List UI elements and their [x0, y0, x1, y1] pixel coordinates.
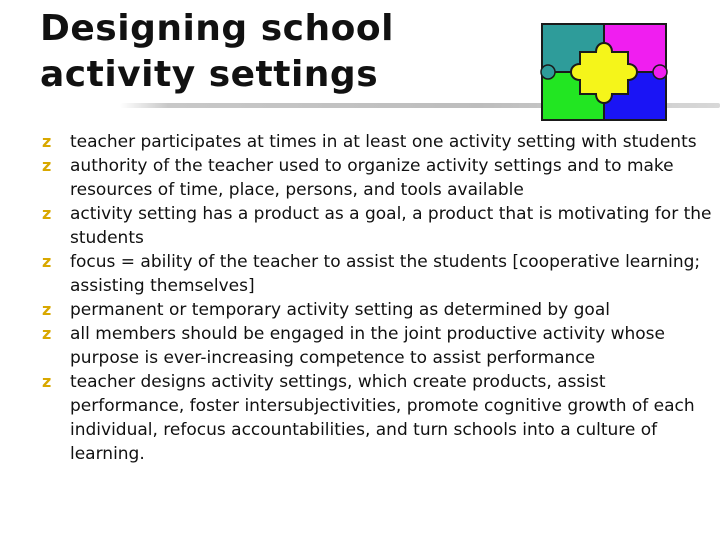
list-item	[42, 370, 718, 466]
bullet-text: authority of the teacher used to organize activity settings and to make resources of time, place, persons, and tools available	[70, 156, 674, 200]
list-item	[42, 250, 718, 298]
list-item	[42, 322, 718, 370]
puzzle-pieces-icon	[540, 22, 668, 122]
bullet-marker: z	[42, 156, 52, 175]
bullet-marker: z	[42, 204, 52, 223]
slide-title	[40, 6, 394, 98]
bullet-list	[42, 130, 718, 466]
list-item	[42, 130, 718, 154]
bullet-text: focus = ability of the teacher to assist the students [cooperative learning; assisting themselves]	[70, 252, 701, 296]
bullet-marker: z	[42, 132, 52, 151]
list-item	[42, 202, 718, 250]
bullet-marker: z	[42, 324, 52, 343]
bullet-text: activity setting has a product as a goal, a product that is motivating for the students	[70, 204, 712, 248]
bullet-text: teacher designs activity settings, which create products, assist performance, foster intersubjectivities, promote cognitive growth of each individual, refocus accountabilities, and turn schools into a culture of learning.	[70, 372, 695, 464]
bullet-text: teacher participates at times in at least one activity setting with students	[70, 132, 697, 152]
title-line-2: activity settings	[40, 54, 379, 95]
bullet-text: permanent or temporary activity setting as determined by goal	[70, 300, 610, 320]
bullet-marker: z	[42, 372, 52, 391]
list-item	[42, 154, 718, 202]
bullet-marker: z	[42, 300, 52, 319]
bullet-text: all members should be engaged in the joint productive activity whose purpose is ever-increasing competence to assist performance	[70, 324, 665, 368]
list-item	[42, 298, 718, 322]
bullet-marker: z	[42, 252, 52, 271]
title-line-1: Designing school	[40, 8, 394, 49]
